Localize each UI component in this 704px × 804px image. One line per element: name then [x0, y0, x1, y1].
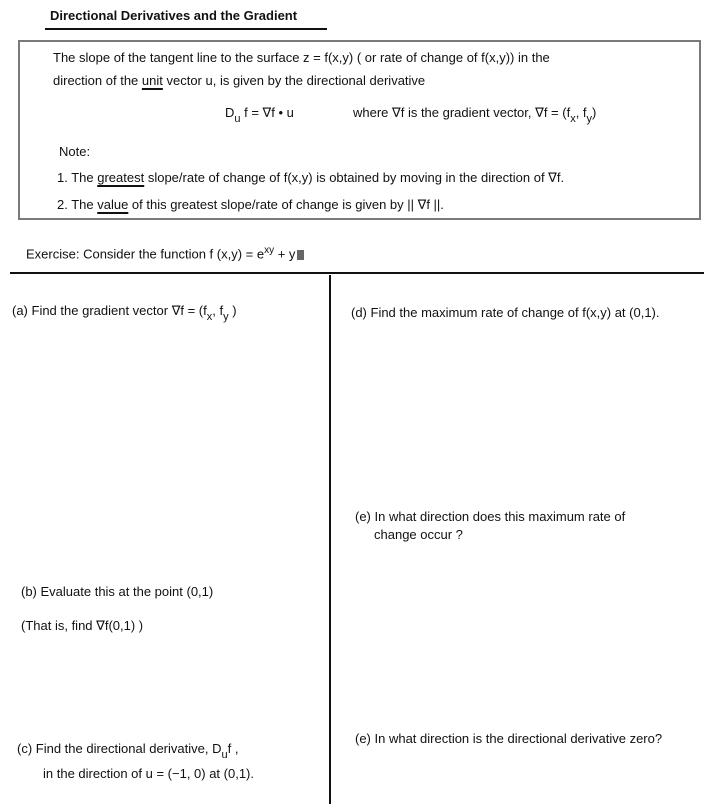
greatest-emphasis: greatest: [97, 170, 145, 185]
question-e1-line-1: (e) In what direction does this maximum rate of: [355, 509, 626, 524]
definition-line-2: direction of the unit vector u, is given by the directional derivative: [53, 73, 426, 88]
unit-emphasis: unit: [141, 73, 163, 88]
note-label: Note:: [59, 144, 91, 159]
title-underline: [45, 28, 327, 30]
value-emphasis: value: [97, 197, 129, 212]
question-c-line-2: in the direction of u = (−1, 0) at (0,1).: [43, 766, 255, 781]
question-e2: (e) In what direction is the directional derivative zero?: [355, 731, 663, 746]
note-1: 1. The greatest slope/rate of change of f(x,y) is obtained by moving in the direction of ∇f.: [57, 170, 565, 185]
gradient-definition: where ∇f is the gradient vector, $\nabla f = (f_x$, $f_y$): [353, 105, 597, 125]
vertical-divider: [329, 275, 331, 804]
question-e1-line-2: change occur ?: [374, 527, 463, 542]
question-a: (a) Find the gradient vector $\nabla f = (f_x$, $f_y$ ): [12, 303, 237, 323]
note-2: 2. The value of this greatest slope/rate of change is given by || ∇f ||.: [57, 197, 444, 212]
directional-derivative-formula: $D_u$ f = ∇f • u: [225, 105, 294, 125]
definition-box: [18, 40, 701, 220]
question-c-line-1: (c) Find the directional derivative, $D_uf$ ,: [17, 741, 239, 761]
text-cursor-icon: [297, 250, 304, 260]
horizontal-divider: [10, 272, 704, 274]
question-d: (d) Find the maximum rate of change of f(x,y) at (0,1).: [351, 305, 660, 320]
exercise-statement: Exercise: Consider the function f $(x,y) = e^{xy} + y$: [26, 245, 304, 261]
definition-line-1: The slope of the tangent line to the surface z = f(x,y) ( or rate of change of f(x,y)) in the: [53, 50, 550, 65]
question-b-line-1: (b) Evaluate this at the point (0,1): [21, 584, 214, 599]
page-title: Directional Derivatives and the Gradient: [50, 8, 298, 23]
question-b-line-2: (That is, find ∇f(0,1) ): [21, 618, 144, 633]
